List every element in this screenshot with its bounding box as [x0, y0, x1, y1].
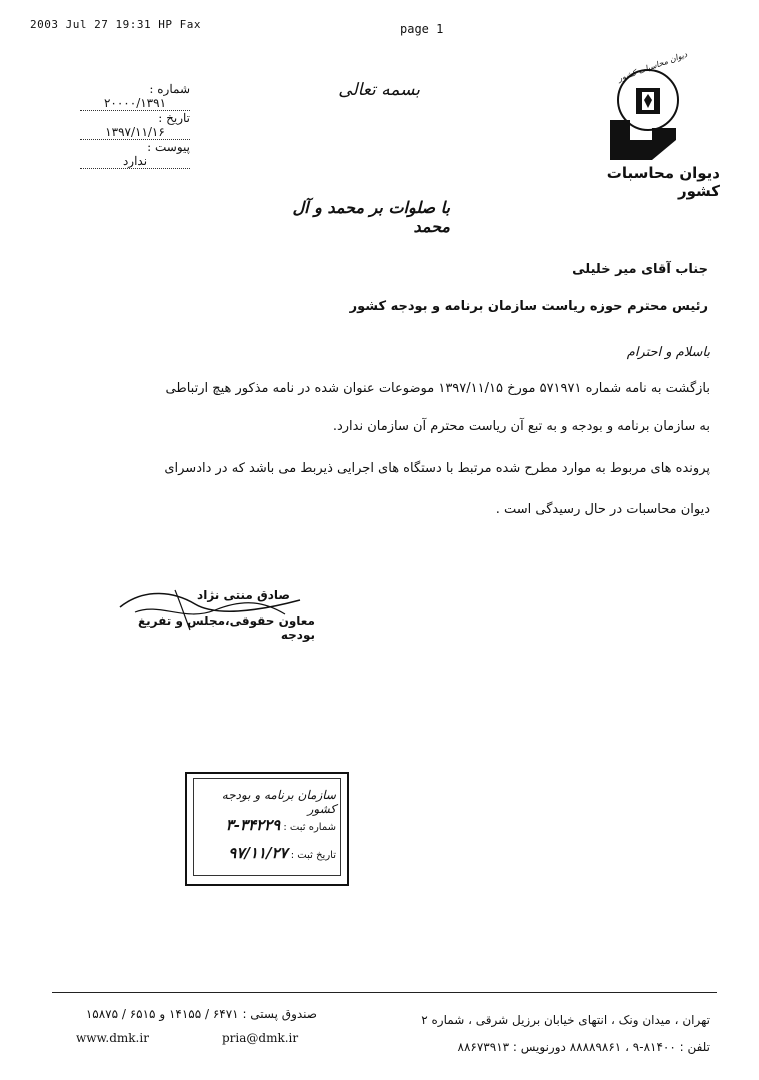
footer-email[interactable]: pria@dmk.ir [222, 1031, 299, 1045]
letter-number-row [60, 82, 190, 111]
letter-attachment-label: پیوست : [147, 140, 190, 154]
body-paragraph-1-line-1: بازگشت به نامه شماره ۵۷۱۹۷۱ مورخ ۱۳۹۷/۱۱/۱۵ موضوعات عنوان شده در نامه مذکور هیچ ارتباطی [165, 381, 710, 396]
fax-timestamp: 2003 Jul 27 19:31 HP Fax [30, 18, 201, 31]
stamp-date-value: ۹۷/۱۱/۲۷ [228, 844, 288, 862]
org-name: دیوان محاسبات کشور [606, 164, 720, 200]
letter-attachment-value: ندارد [80, 154, 190, 169]
fax-page-number: page 1 [400, 22, 444, 36]
stamp-organization: سازمان برنامه و بودجه کشور [221, 788, 336, 816]
body-paragraph-1-line-2: به سازمان برنامه و بودجه و به تبع آن ریاست محترم آن سازمان ندارد. [332, 419, 710, 434]
footer-divider [52, 992, 717, 993]
footer-pobox: صندوق پستی : ۶۴۷۱ / ۱۴۱۵۵ و ۶۵۱۵ / ۱۵۸۷۵ [85, 1007, 317, 1021]
greeting: باسلام و احترام [626, 345, 710, 360]
body-paragraph-2-line-2: دیوان محاسبات در حال رسیدگی است . [495, 502, 710, 517]
signatory-title: معاون حقوقی،مجلس و تفریغ بودجه [137, 614, 315, 642]
salutation-line: با صلوات بر محمد و آل محمد [292, 198, 450, 236]
body-paragraph-2-line-1: پرونده های مربوط به موارد مطرح شده مرتبط با دستگاه های اجرایی ذیربط می باشد که در دادسرای [164, 461, 710, 476]
signatory-name: صادق منتی نژاد [197, 588, 290, 602]
stamp-registration-row [196, 816, 336, 834]
invocation-text: بسمه تعالی [338, 80, 420, 100]
logo-motto: دیوان محاسبات کشور [616, 49, 689, 84]
stamp-date-label: تاریخ ثبت : [290, 850, 336, 861]
footer-website[interactable]: www.dmk.ir [76, 1031, 149, 1045]
org-logo [596, 49, 706, 172]
letter-number-value: ۲۰۰۰۰/۱۳۹۱ [80, 96, 190, 111]
emblem-icon [596, 62, 706, 172]
stamp-date-row [196, 844, 336, 862]
addressee-name: جناب آقای میر خلیلی [572, 262, 708, 277]
letter-date-value: ۱۳۹۷/۱۱/۱۶ [80, 125, 190, 140]
letter-attachment-row [60, 140, 190, 169]
stamp-registration-label: شماره ثبت : [283, 822, 336, 833]
footer-address: تهران ، میدان ونک ، انتهای خیابان برزیل شرقی ، شماره ۲ [421, 1013, 710, 1027]
letter-number-label: شماره : [149, 82, 190, 96]
stamp-registration-number: ۳۴۲۲۹-۳ [225, 816, 281, 834]
addressee-title: رئیس محترم حوزه ریاست سازمان برنامه و بودجه کشور [349, 299, 708, 314]
letter-date-label: تاریخ : [158, 111, 190, 125]
footer-phones: تلفن : ۸۱۴۰۰-۹ ، ۸۸۸۸۹۸۶۱ دورنویس : ۸۸۶۷۳۹۱۳ [457, 1040, 710, 1054]
letter-date-row [60, 111, 190, 140]
